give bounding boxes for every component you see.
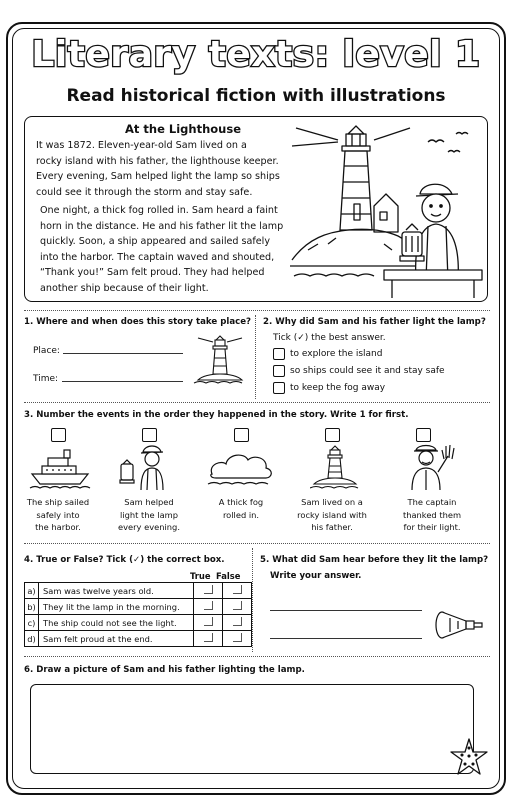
event-2-number-box[interactable] bbox=[142, 428, 157, 442]
page-title: Literary texts: level 1 bbox=[31, 34, 481, 75]
table-row bbox=[25, 583, 252, 599]
event-line: light the lamp bbox=[119, 509, 179, 520]
row-letter: d) bbox=[25, 631, 39, 647]
true-column-header: True bbox=[190, 571, 211, 581]
story-line: horn in the distance. He and his father lit the lamp bbox=[40, 220, 284, 232]
event-line: thanked them bbox=[402, 509, 462, 520]
column-divider bbox=[255, 315, 256, 399]
true-false-table bbox=[24, 582, 252, 647]
event-line: his father. bbox=[311, 522, 353, 533]
q4-question: 4. True or False? Tick (✓) the correct box. bbox=[24, 555, 225, 565]
row-letter: a) bbox=[25, 583, 39, 599]
event-line: Sam lived on a bbox=[301, 497, 363, 507]
event-3-number-box[interactable] bbox=[234, 428, 249, 442]
row-statement: Sam felt proud at the end. bbox=[39, 631, 194, 647]
false-box[interactable] bbox=[223, 615, 252, 631]
q2-option-3-checkbox[interactable] bbox=[273, 382, 285, 394]
time-answer-line[interactable] bbox=[62, 381, 183, 382]
event-line: rolled in. bbox=[222, 509, 260, 520]
false-box[interactable] bbox=[223, 631, 252, 647]
row-statement: Sam was twelve years old. bbox=[39, 583, 194, 599]
event-line: Sam helped bbox=[124, 497, 174, 507]
table-row bbox=[25, 599, 252, 615]
q2-option-2-label: so ships could see it and stay safe bbox=[290, 366, 445, 376]
q2-instruction: Tick (✓) the best answer. bbox=[273, 333, 386, 343]
event-line: rocky island with bbox=[297, 509, 367, 520]
row-letter: b) bbox=[25, 599, 39, 615]
event-2-text bbox=[104, 496, 194, 534]
story-line: It was 1872. Eleven-year-old Sam lived on a bbox=[36, 140, 247, 151]
q2-option-1-checkbox[interactable] bbox=[273, 348, 285, 360]
lighthouse-boy-illustration bbox=[288, 120, 484, 300]
section-divider bbox=[24, 310, 490, 311]
story-line: quickly. Soon, a ship appeared and sailed safely bbox=[40, 236, 271, 248]
event-5-text bbox=[387, 496, 477, 534]
event-line: A thick fog bbox=[218, 497, 264, 507]
lighthouse-island-icon bbox=[310, 444, 360, 490]
q5-answer-line-1[interactable] bbox=[270, 610, 422, 611]
drawing-area[interactable] bbox=[30, 684, 474, 774]
event-line: The ship sailed bbox=[26, 497, 90, 507]
story-line: another ship because of their light. bbox=[40, 282, 209, 294]
story-line: into the harbor. The captain waved and shouted, bbox=[40, 251, 275, 263]
small-lighthouse-icon bbox=[192, 334, 248, 386]
event-3-text bbox=[196, 496, 286, 521]
story-line: Every evening, Sam helped light the lamp so ships bbox=[36, 171, 280, 183]
place-label: Place: bbox=[33, 346, 60, 356]
event-line: every evening. bbox=[118, 522, 180, 533]
q3-question: 3. Number the events in the order they happened in the story. Write 1 for first. bbox=[24, 410, 409, 420]
q2-question: 2. Why did Sam and his father light the lamp? bbox=[263, 317, 486, 327]
row-letter: c) bbox=[25, 615, 39, 631]
event-line: the harbor. bbox=[35, 522, 81, 533]
page-subtitle: Read historical fiction with illustrations bbox=[66, 86, 446, 106]
section-divider bbox=[24, 543, 490, 544]
story-line: One night, a thick fog rolled in. Sam heard a faint bbox=[40, 205, 278, 216]
q5-answer-line-2[interactable] bbox=[270, 638, 422, 639]
horn-icon bbox=[432, 608, 488, 642]
true-box[interactable] bbox=[194, 599, 223, 615]
section-divider bbox=[24, 402, 490, 403]
event-line: safely into bbox=[36, 509, 80, 520]
true-box[interactable] bbox=[194, 583, 223, 599]
event-1-number-box[interactable] bbox=[51, 428, 66, 442]
q6-question: 6. Draw a picture of Sam and his father lighting the lamp. bbox=[24, 665, 305, 675]
row-statement: The ship could not see the light. bbox=[39, 615, 194, 631]
q2-option-2-checkbox[interactable] bbox=[273, 365, 285, 377]
table-row bbox=[25, 631, 252, 647]
place-answer-line[interactable] bbox=[63, 353, 183, 354]
q1-question: 1. Where and when does this story take place? bbox=[24, 317, 252, 327]
boy-with-lantern-icon bbox=[117, 442, 177, 492]
q5-question: 5. What did Sam hear before they lit the lamp? bbox=[260, 555, 489, 565]
true-box[interactable] bbox=[194, 615, 223, 631]
time-label: Time: bbox=[33, 374, 59, 384]
event-4-number-box[interactable] bbox=[325, 428, 340, 442]
story-paragraph-2 bbox=[36, 203, 286, 297]
story-line: “Thank you!” Sam felt proud. They had helped bbox=[40, 267, 265, 279]
row-statement: They lit the lamp in the morning. bbox=[39, 599, 194, 615]
fog-cloud-icon bbox=[206, 450, 276, 488]
event-line: for their light. bbox=[403, 522, 461, 533]
column-divider bbox=[252, 548, 253, 652]
q5-instruction: Write your answer. bbox=[270, 571, 362, 581]
captain-waving-icon bbox=[404, 440, 460, 492]
event-line: The captain bbox=[407, 497, 457, 507]
q2-option-1-label: to explore the island bbox=[290, 349, 383, 359]
ship-icon bbox=[28, 448, 92, 490]
starfish-icon bbox=[448, 736, 490, 778]
true-box[interactable] bbox=[194, 631, 223, 647]
event-1-text bbox=[13, 496, 103, 534]
false-box[interactable] bbox=[223, 599, 252, 615]
story-title: At the Lighthouse bbox=[125, 122, 241, 136]
story-line: rocky island with his father, the lighthouse keeper. bbox=[36, 155, 279, 167]
section-divider bbox=[24, 656, 490, 657]
event-4-text bbox=[287, 496, 377, 534]
false-box[interactable] bbox=[223, 583, 252, 599]
story-line: could see it through the storm and stay safe. bbox=[36, 186, 253, 198]
false-column-header: False bbox=[216, 571, 241, 581]
table-row bbox=[25, 615, 252, 631]
story-paragraph-1 bbox=[36, 138, 286, 200]
q2-option-3-label: to keep the fog away bbox=[290, 383, 386, 393]
